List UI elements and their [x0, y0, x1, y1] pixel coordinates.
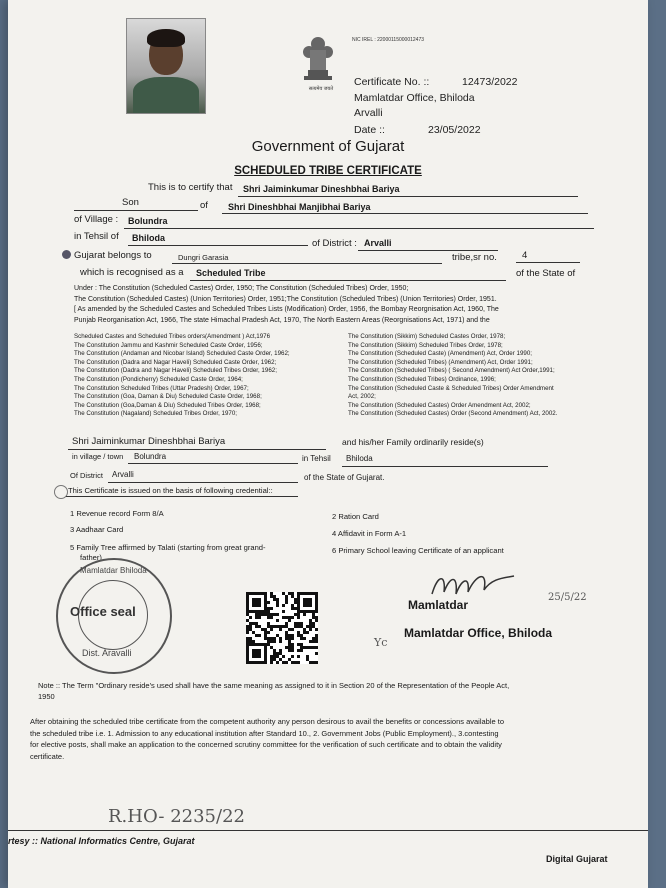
district-value: Arvalli — [364, 238, 392, 248]
orders-left-list: Scheduled Castes and Scheduled Tribes orders(Amendment ) Act,1976 The Constitution Jammu and Kashmir Scheduled Caste Order, 1956; The Constitution (Andaman and Nicobar Island) Scheduled Caste Order, 1962; The Constitution (Dadra and Nagar Haveli) Scheduled Caste Order, 1962; The Constitution (Dadra and Nagar Haveli) Scheduled Tribes Order, 1962; The Constitution (Pondicherry) Scheduled Caste Order, 1964; The Constitution Scheduled Tribes (Uttar Pradesh) Order, 1967; The Constitution (Goa, Daman & Diu) Scheduled Caste Order, 1968; The Constitution (Goa,Daman & Diu) Scheduled Tribes Order, 1968; The Constitution (Nagaland) Scheduled Tribes Order, 1970; — [74, 333, 290, 418]
recognised-label: which is recognised as a — [80, 267, 184, 278]
reside-label: and his/her Family ordinarily reside(s) — [342, 437, 484, 447]
residence-district: Arvalli — [112, 470, 134, 479]
handwritten-reference: R.HO- 2235/22 — [108, 806, 245, 827]
orders-right-list: The Constitution (Sikkim) Scheduled Castes Order, 1978; The Constitution (Sikkim) Scheduled Tribes Order, 1978; The Constitution (Scheduled Caste) (Amendment) Act, Order 1990; The Constitution (Scheduled Tribes) (Amendment) Act, Order 1991; The Constitution (Scheduled Tribes) ( Second Amendment) Act Order,1991; The Constitution (Scheduled Tribes) Ordinance, 1996; The Constitution (Scheduled Caste & Scheduled Tribes) Order Amendment Act, 2002; The Constitution (Scheduled Castes) Order Amendment Act, 2002; The Constitution (Scheduled Castes) Order (Second Amendment) Act, 2002. — [348, 333, 558, 418]
tribe-sr-value: 4 — [522, 250, 528, 261]
of-label: of — [200, 200, 208, 211]
stamp-top-text: Mamlatdar Bhiloda — [80, 566, 147, 575]
recognised-value: Scheduled Tribe — [196, 268, 266, 278]
residence-state-label: of the State of Gujarat. — [304, 473, 385, 482]
barcode-text: NIC IREL : 22000115000012473 — [352, 37, 424, 43]
note-text: Note :: The Term "Ordinary reside's used shall have the same meaning as assigned to it in Section 20 of the Representation of the People Act, 1950 — [38, 681, 510, 701]
credentials-intro: This Certificate is issued on the basis of following credential:: — [68, 486, 273, 495]
state-label: of the State of — [516, 268, 576, 279]
certificate-paper — [8, 0, 648, 888]
qr-code — [246, 592, 318, 664]
under-text: Under : The Constitution (Scheduled Castes) Order, 1950; The Constitution (Scheduled Tribes) Order, 1950; The Constitution (Scheduled Castes) (Union Territories) Order, 1951;The Constitution (Scheduled Tribes) (Union Territories) Order, 1951. [ As amended by the Scheduled Castes and Scheduled Tribes Lists (Modification) Order, 1956, the Bombay Reorgnisation Act, 1960, The Punjab Reorganisation Act, 1966, The state Himachal Pradesh Act, 1970, The North Eastern Areas (Reorgnisations Act, 1971) and the — [74, 285, 499, 324]
belongs-label: Gujarat belongs to — [74, 250, 152, 261]
government-title: Government of Gujarat — [251, 138, 405, 155]
tehsil-label: in Tehsil of — [74, 231, 119, 242]
village-label: of Village : — [74, 214, 119, 225]
punch-hole — [62, 250, 71, 259]
credential-5: 5 Family Tree affirmed by Talati (starting from great grand- — [70, 543, 266, 552]
national-emblem-icon — [298, 30, 338, 84]
credential-1: 1 Revenue record Form 8/A — [70, 509, 164, 518]
validity-paragraph: After obtaining the scheduled tribe certificate from the competent authority any person desirous to avail the benefits or concessions available to the scheduled tribe i.e. 1. Admission to any educational institution after Standard 10., 2. Government Jobs (Public Employment)., 3.contesting for elective posts, shall make an application to the concerned scrutiny committee for the verification of such certificate and to obtain the validity certificate. — [30, 717, 505, 761]
residence-village: Bolundra — [134, 452, 167, 461]
header-district: Arvalli — [354, 107, 383, 119]
father-name: Shri Dineshbhai Manjibhai Bariya — [228, 202, 371, 212]
certificate-title: SCHEDULED TRIBE CERTIFICATE — [234, 165, 422, 177]
residence-tehsil-label: in Tehsil — [302, 454, 331, 463]
residence-name: Shri Jaiminkumar Dineshbhai Bariya — [72, 436, 226, 447]
stamp-center-text: Office seal — [70, 604, 136, 619]
credential-2: 2 Ration Card — [332, 512, 379, 521]
credential-6: 6 Primary School leaving Certificate of an applicant — [332, 546, 504, 555]
courtesy-footer: rtesy :: National Informatics Centre, Gujarat — [8, 836, 195, 846]
district-label: of District : — [312, 238, 357, 249]
certify-label: This is to certify that — [148, 182, 233, 193]
applicant-photo — [126, 18, 206, 114]
initials: Yc — [374, 636, 388, 649]
applicant-name: Shri Jaiminkumar Dineshbhai Bariya — [243, 184, 400, 194]
certificate-no: 12473/2022 — [462, 76, 518, 88]
digital-gujarat-footer: Digital Gujarat — [546, 854, 608, 864]
mamlatdar-office: Mamlatdar Office, Bhiloda — [404, 626, 553, 640]
residence-tehsil: Bhiloda — [346, 454, 373, 463]
tribe-sr-label: tribe,sr no. — [452, 252, 497, 263]
emblem-caption: सत्यमेव जयते — [308, 86, 334, 92]
certificate-date: 23/05/2022 — [428, 124, 481, 136]
residence-district-label: Of District — [70, 471, 103, 480]
village-value: Bolundra — [128, 216, 168, 226]
signature-date: 25/5/22 — [548, 592, 587, 603]
credential-4: 4 Affidavit in Form A-1 — [332, 529, 407, 538]
certificate-no-label: Certificate No. :: — [354, 76, 430, 88]
credential-3: 3 Aadhaar Card — [70, 525, 124, 534]
mamlatdar-title: Mamlatdar — [408, 598, 469, 612]
header-office: Mamlatdar Office, Bhiloda — [354, 92, 475, 104]
tehsil-value: Bhiloda — [132, 233, 165, 243]
stamp-bottom-text: Dist. Aravalli — [82, 648, 132, 658]
residence-village-label: in village / town — [72, 452, 124, 461]
credential-5-cont: father) — [80, 553, 102, 562]
relation-value: Son — [122, 197, 139, 208]
tribe-value: Dungri Garasia — [178, 253, 229, 262]
date-label: Date :: — [354, 124, 385, 136]
